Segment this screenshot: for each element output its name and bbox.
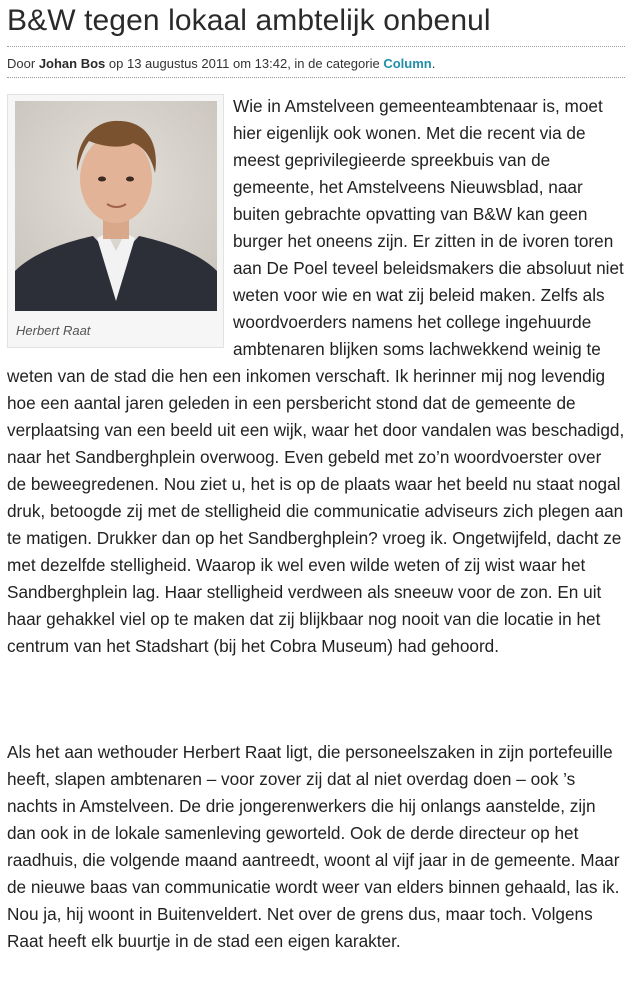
portrait-photo <box>15 101 217 311</box>
article-title: B&W tegen lokaal ambtelijk onbenul <box>7 4 491 37</box>
article-paragraph-1: Wie in Amstelveen gemeenteambtenaar is, moet hier eigenlijk ook wonen. Met die recent via de meest geprivilegieerde spreekbuis van de gemeente, het Amstelveens Nieuwsblad, naar buiten gebrachte opvatting van B&W kan geen burger het oneens zijn. Er zitten in de ivoren toren aan De Poel teveel beleidsmakers die absoluut niet weten voor wie en wat zij beleid maken. Zelfs als woordvoerders namens het college ingehuurde ambtenaren blijken soms lachwekkend weinig te weten van de stad die hen een inkomen verschaft. Ik herinner mij nog levendig hoe een aantal jaren geleden in een persbericht stond dat de gemeente de verplaatsing van een beeld uit een wijk, waar het door vandalen was beschadigd, naar het Sandberghplein overwoog. Even gebeld met zo’n woordvoerster over de beweegredenen. Nou ziet u, het is op de plaats waar het beeld nu staat nogal druk, betoogde zij met de stelligheid die communicatie adviseurs zich plegen aan te matigen. Drukker dan op het Sandberghplein? vroeg ik. Ongetwijfeld, dacht ze met dezelfde stelligheid. Waarop ik wel even wilde weten of zij wist waar het Sandberghplein lag. Haar stelligheid verdween als sneeuw voor de zon. En uit haar gehakkel viel op te maken dat zij blijkbaar nog nooit van die locatie in het centrum van het Stadshart (bij het Cobra Museum) had gehoord. <box>7 96 625 656</box>
meta-prefix: Door <box>7 56 36 71</box>
title-divider <box>7 46 625 47</box>
article-paragraph-2: Als het aan wethouder Herbert Raat ligt, die personeelszaken in zijn portefeuille heeft, slapen ambtenaren – voor zover zij dat al niet overdag doen – ook ’s nachts in Amstelveen. De drie jongerenwerkers die hij onlangs aanstelde, zijn dan ook in de lokale samenleving geworteld. Ook de derde directeur op het raadhuis, die volgende maand aantreedt, woont al vijf jaar in de gemeente. Maar de nieuwe baas van communicatie wordt weer van elders binnen gehaald, las ik. Nou ja, hij woont in Buitenveldert. Net over de grens dus, maar toch. Volgens Raat heeft elk buurtje in de stad een eigen karakter. <box>7 742 620 951</box>
meta-suffix: . <box>431 56 436 71</box>
meta-divider <box>7 77 625 78</box>
photo-caption: Herbert Raat <box>16 323 91 338</box>
category-link[interactable]: Column <box>383 56 432 71</box>
author-link[interactable]: Johan Bos <box>38 56 106 71</box>
meta-date: op 13 augustus 2011 om 13:42, in de categorie <box>108 56 380 71</box>
article-meta <box>7 56 435 71</box>
author-photo-figure <box>7 94 224 348</box>
